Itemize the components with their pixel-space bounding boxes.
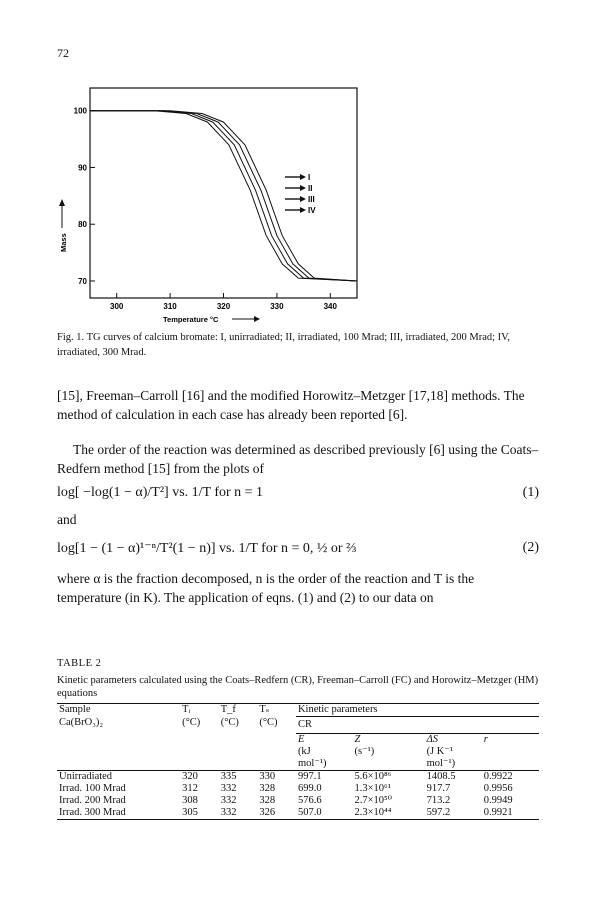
cell-ds: 917.7 — [426, 783, 451, 794]
cell-r: 0.9956 — [483, 783, 513, 794]
cell-sample: Irrad. 200 Mrad — [59, 795, 126, 806]
cell-z: 5.6×10⁸⁶ — [354, 771, 392, 782]
kinetic-parameters-table — [57, 703, 539, 820]
series-line-iii — [90, 111, 357, 281]
equation-1-text: log[ −log(1 − α)/T²] vs. 1/T for n = 1 — [57, 485, 264, 500]
header-ds-unit: (J K⁻¹ — [426, 746, 454, 757]
cell-e: 997.1 — [297, 771, 322, 782]
header-ds-unit2: mol⁻¹) — [426, 758, 456, 769]
cell-e: 507.0 — [297, 807, 322, 818]
header-ds: ΔS — [426, 734, 438, 745]
series-label-i: I — [308, 173, 311, 182]
tg-curves-chart — [0, 0, 595, 330]
y-axis-label: Mass — [59, 233, 68, 252]
y-axis-arrowhead — [59, 199, 65, 206]
x-axis-label: Temperature °C — [163, 315, 219, 324]
cell-ts: 328 — [259, 783, 276, 794]
table-row — [57, 771, 539, 784]
table-title: TABLE 2 — [57, 658, 102, 669]
header-e-unit2: mol⁻¹) — [297, 758, 327, 769]
series-pointer-head-i — [300, 174, 306, 180]
table-row — [57, 795, 539, 807]
cell-z: 2.3×10⁴⁴ — [354, 807, 392, 818]
equation-2 — [57, 540, 539, 557]
x-tick-label: 310 — [163, 302, 177, 311]
cell-tf: 332 — [220, 783, 237, 794]
header-z: Z — [354, 734, 361, 745]
cell-sample: Unirradiated — [59, 771, 113, 782]
equation-2-text: log[1 − (1 − α)¹⁻ⁿ/T²(1 − n)] vs. 1/T for n = 0, ½ or ⅔ — [57, 541, 357, 556]
equation-2-number: (2) — [522, 540, 539, 555]
cell-z: 2.7×10⁵⁰ — [354, 795, 392, 806]
cell-e: 576.6 — [297, 795, 322, 806]
y-tick-label: 90 — [78, 163, 87, 173]
y-tick-label: 100 — [73, 106, 87, 116]
header-sample-formula: Ca(BrO₃)₂ — [59, 716, 104, 728]
table-row — [57, 807, 539, 820]
header-r: r — [483, 734, 488, 745]
y-tick-label: 80 — [78, 220, 87, 230]
header-sample: Sample — [59, 704, 91, 715]
equation-1 — [57, 485, 539, 501]
table-row — [57, 783, 539, 795]
series-pointer-head-iv — [300, 207, 306, 213]
cell-r: 0.9949 — [483, 795, 513, 806]
header-ts: Tₛ — [259, 704, 270, 715]
series-pointer-head-iii — [300, 196, 306, 202]
paragraph-1: [15], Freeman–Carroll [16] and the modified Horowitz–Metzger [17,18] methods. The method of calculation in each case has already been reported [6]. — [57, 388, 525, 422]
figure-caption: Fig. 1. TG curves of calcium bromate: I, unirradiated; II, irradiated, 100 Mrad; III, irradiated, 200 Mrad; IV, irradiated, 300 Mrad. — [57, 332, 511, 358]
cell-tf: 332 — [220, 807, 237, 818]
cell-z: 1.3×10⁶¹ — [354, 783, 391, 794]
header-z-unit: (s⁻¹) — [354, 746, 375, 757]
header-cr: CR — [296, 717, 539, 734]
header-tf-unit: (°C) — [220, 716, 239, 728]
cell-ts: 328 — [259, 795, 276, 806]
cell-ts: 330 — [259, 771, 276, 782]
and-word: and — [57, 512, 77, 527]
cell-r: 0.9922 — [483, 771, 513, 782]
cell-ti: 305 — [182, 807, 198, 818]
x-axis-arrowhead — [254, 316, 260, 322]
x-tick-label: 300 — [110, 302, 124, 311]
cell-sample: Irrad. 300 Mrad — [59, 807, 126, 818]
cell-ti: 312 — [182, 783, 198, 794]
cell-ds: 713.2 — [426, 795, 451, 806]
cell-tf: 335 — [220, 771, 237, 782]
series-line-i — [90, 111, 357, 281]
header-e-unit: (kJ — [297, 746, 311, 757]
y-tick-label: 70 — [78, 276, 87, 286]
series-line-ii — [90, 111, 357, 281]
cell-r: 0.9921 — [483, 807, 513, 818]
series-line-iv — [90, 111, 357, 281]
x-tick-label: 320 — [216, 302, 231, 311]
header-ts-unit: (°C) — [259, 716, 278, 728]
header-tf: T_f — [220, 704, 236, 715]
x-tick-label: 340 — [323, 302, 337, 311]
paragraph-3: where α is the fraction decomposed, n is the order of the reaction and T is the temperature (in K). The application of eqns. (1) and (2) to our data on — [57, 571, 475, 605]
equation-1-number: (1) — [522, 485, 539, 500]
plot-frame — [90, 88, 357, 298]
header-ti-unit: (°C) — [182, 716, 201, 728]
cell-sample: Irrad. 100 Mrad — [59, 783, 126, 794]
x-tick-label: 330 — [270, 302, 284, 311]
series-label-ii: II — [308, 184, 313, 193]
series-pointer-head-ii — [300, 185, 306, 191]
cell-e: 699.0 — [297, 783, 322, 794]
series-label-iv: IV — [308, 206, 316, 215]
page-number: 72 — [57, 46, 69, 60]
table-caption: Kinetic parameters calculated using the Coats–Redfern (CR), Freeman–Carroll (FC) and Horowitz–Metzger (HM) equations — [57, 675, 539, 699]
cell-ts: 326 — [259, 807, 276, 818]
header-ti: Tᵢ — [182, 704, 191, 715]
cell-ds: 1408.5 — [426, 771, 456, 782]
cell-ti: 308 — [182, 795, 198, 806]
series-label-iii: III — [308, 195, 315, 204]
cell-tf: 332 — [220, 795, 237, 806]
header-e: E — [297, 734, 305, 745]
header-kinetic: Kinetic parameters — [297, 704, 378, 715]
cell-ti: 320 — [182, 771, 198, 782]
paragraph-2: The order of the reaction was determined as described previously [6] using the Coats–Redfern method [15] from the plots of — [57, 442, 539, 476]
cell-ds: 597.2 — [426, 807, 451, 818]
